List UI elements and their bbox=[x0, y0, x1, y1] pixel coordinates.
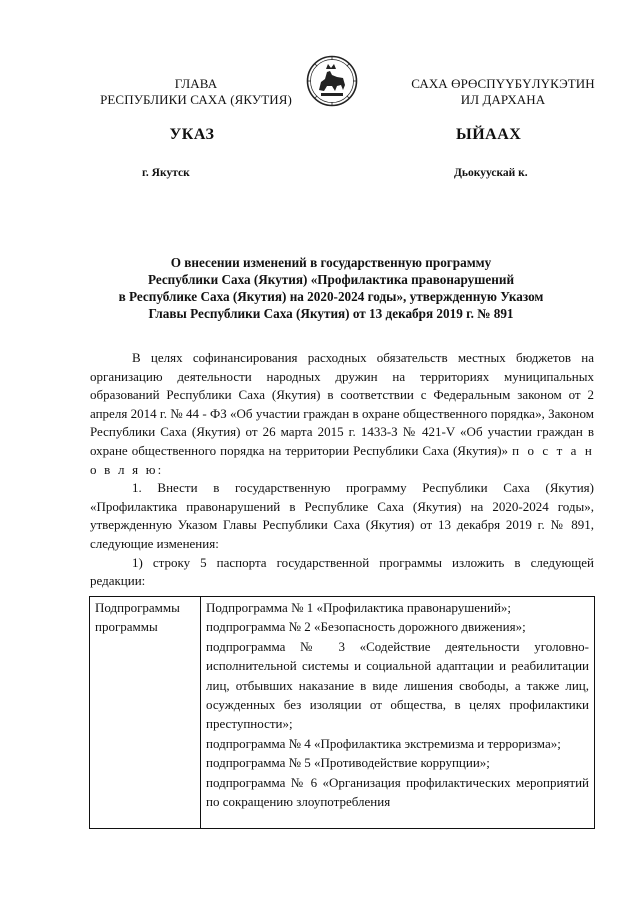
subject-line-4: Главы Республики Саха (Якутия) от 13 декабря 2019 г. № 891 bbox=[148, 306, 514, 321]
header-left-line1: ГЛАВА bbox=[174, 76, 218, 91]
paragraph-1-text: В целях софинансирования расходных обязательств местных бюджетов на организацию деятельности народных дружин на территориях муниципальных образований Республики Саха (Якутия) в соответствии с Федеральным законом от 2 апреля 2014 г. № 44 - ФЗ «Об участии граждан в охране общественного порядка», Законом Республики Саха (Якутия) от 26 марта 2015 г. 1433-З № 421-V «Об участии граждан в охране общественного порядка на территории Республики Саха (Якутия)» bbox=[90, 350, 594, 458]
header-right-line1: САХА ӨРӨСПҮҮБҮЛҮКЭТИН bbox=[411, 76, 595, 91]
decree-word: п о с т а н о в л я ю: bbox=[90, 442, 595, 477]
table-content-cell bbox=[201, 597, 595, 829]
subprogram-item: подпрограмма № 2 «Безопасность дорожного движения»; bbox=[206, 619, 526, 635]
decree-subject bbox=[86, 254, 576, 322]
header-right-block bbox=[386, 76, 620, 108]
city-sakha: Дьокуускай к. bbox=[454, 167, 528, 179]
subprogram-item: Подпрограмма № 1 «Профилактика правонарушений»; bbox=[206, 600, 512, 615]
table-row bbox=[90, 597, 595, 829]
program-table bbox=[89, 596, 595, 829]
subject-line-3: в Республике Саха (Якутия) на 2020-2024 годы», утвержденную Указом bbox=[118, 289, 544, 304]
header-left-block bbox=[96, 76, 296, 108]
city-ru: г. Якутск bbox=[142, 167, 190, 179]
decree-body bbox=[90, 349, 594, 591]
header-left-line2: РЕСПУБЛИКИ САХА (ЯКУТИЯ) bbox=[100, 92, 292, 107]
coat-of-arms-emblem bbox=[306, 55, 358, 107]
decree-title-ru: УКАЗ bbox=[169, 126, 215, 143]
body-paragraph-3: 1) строку 5 паспорта государственной программы изложить в следующей редакции: bbox=[90, 554, 594, 589]
header-right-line2: ИЛ ДАРХАНА bbox=[460, 92, 546, 107]
body-paragraph-2: 1. Внести в государственную программу Республики Саха (Якутия) «Профилактика правонарушений в Республике Саха (Якутия) на 2020-2024 годы», утвержденную Указом Главы Республики Саха (Якутия) от 13 декабря 2019 г. № 891, следующие изменения: bbox=[90, 480, 594, 551]
table-label-cell: Подпрограммы программы bbox=[90, 597, 201, 829]
subprogram-item: подпрограмма № 6 «Организация профилактических мероприятий по сокращению злоупотребления bbox=[206, 774, 589, 810]
subject-line-2: Республики Саха (Якутия) «Профилактика правонарушений bbox=[147, 272, 515, 287]
subject-line-1: О внесении изменений в государственную программу bbox=[170, 255, 492, 270]
body-paragraph-1 bbox=[90, 349, 594, 479]
subprogram-item: подпрограмма № 4 «Профилактика экстремизма и терроризма»; bbox=[206, 735, 561, 751]
subprogram-item: подпрограмма № 3 «Содействие деятельности уголовно-исполнительной системы и социальной адаптации и реабилитации лиц, отбывших наказание в виде лишения свободы, а также лиц, осужденных без изоляции от общества, в целях профилактики преступности»; bbox=[206, 638, 589, 732]
decree-title-sakha: ЫЙААХ bbox=[456, 126, 522, 143]
subprogram-item: подпрограмма № 5 «Противодействие коррупции»; bbox=[206, 755, 490, 771]
